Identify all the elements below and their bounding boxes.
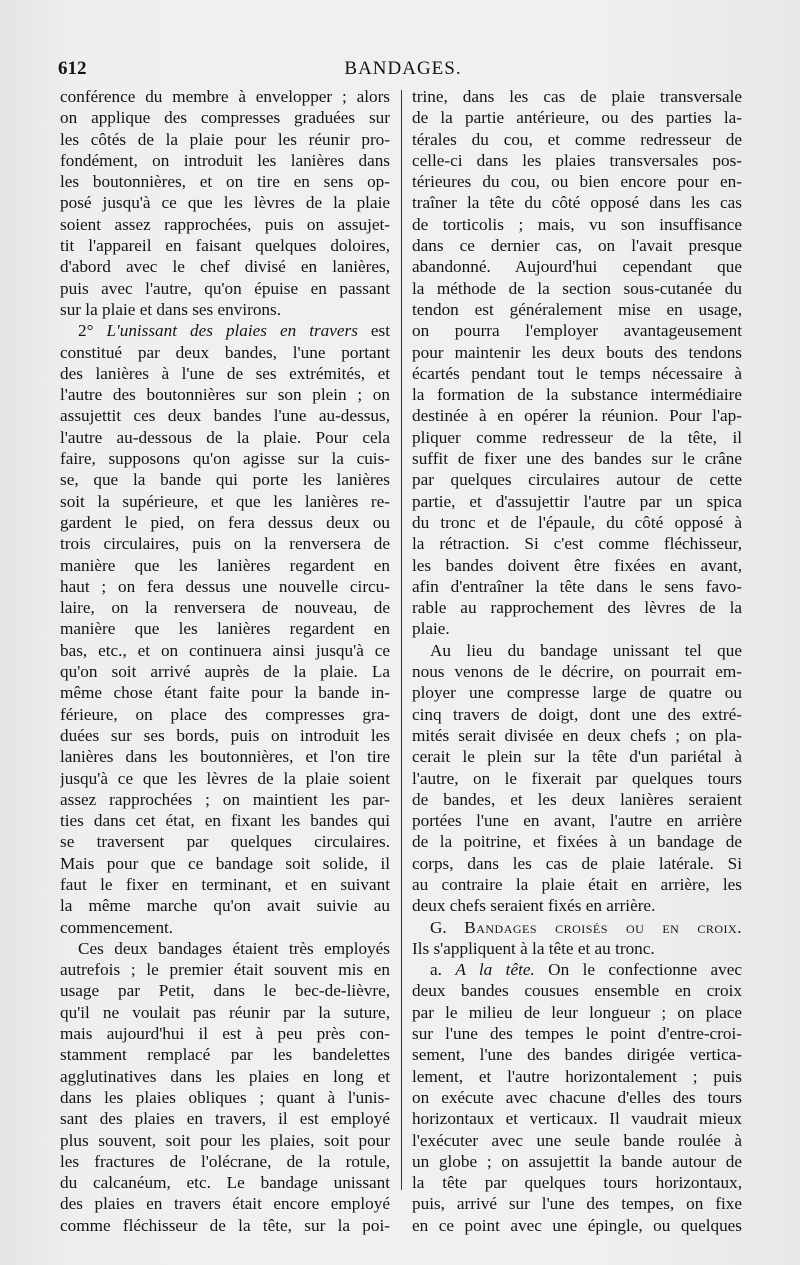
italic-heading: L'unissant des plaies en travers [106, 321, 358, 341]
line-text: agglutinatives dans les plaies en long et [60, 1066, 390, 1086]
text-line [60, 235, 390, 256]
right-column [412, 86, 742, 1236]
line-text: pour maintenir les deux bouts des tendons [412, 342, 742, 362]
line-text: soient assez rapprochées, puis on assujet- [60, 214, 390, 234]
text-line [412, 86, 742, 107]
text-line [412, 107, 742, 128]
line-text: partie, et d'assujettir l'autre par un spica [412, 491, 742, 511]
text-line [412, 661, 742, 682]
line-text: cerait le plein sur la tête d'un pariétal à [412, 747, 742, 767]
line-text: d'abord avec le chef divisé en lanières, [60, 257, 390, 277]
text-line [60, 491, 390, 512]
text-line [60, 640, 390, 661]
text-line [412, 278, 742, 299]
line-text: ties dans cet état, en fixant les bandes qui [60, 811, 390, 831]
line-text: assujettit ces deux bandes l'une au-dessus, [60, 406, 390, 426]
line-text: posé jusqu'à ce que les lèvres de la plaie [60, 193, 390, 213]
text-line [412, 129, 742, 150]
line-text: nous venons de le décrire, on pourrait em- [412, 662, 742, 682]
line-text: on exécute avec chacune d'elles des tours [412, 1087, 742, 1107]
line-text: la méthode de la section sous-cutanée du [412, 278, 742, 298]
line-text: manière que les lanières regardent en [60, 555, 390, 575]
line-text: les boutonnières, et on tire en sens op- [60, 172, 390, 192]
line-text: cinq travers de doigt, dont une des extré- [412, 704, 742, 724]
line-text: plus souvent, soit pour les plaies, soit pour [60, 1130, 390, 1150]
text-line [412, 704, 742, 725]
line-text: celle-ci dans les plaies transversales pos- [412, 150, 742, 170]
text-line [412, 171, 742, 192]
text-line [412, 853, 742, 874]
line-text: ployer une compresse large de quatre ou [412, 683, 742, 703]
text-line [60, 682, 390, 703]
text-line [60, 1172, 390, 1193]
text-line [60, 214, 390, 235]
page-number: 612 [58, 58, 87, 79]
text-line [412, 682, 742, 703]
line-text: la rétraction. Si c'est comme fléchisseur, [412, 534, 742, 554]
text-line [412, 448, 742, 469]
text-line [412, 533, 742, 554]
text-line [60, 448, 390, 469]
line-text: qu'on soit arrivé auprès de la plaie. La [60, 662, 390, 682]
text-line [60, 938, 390, 959]
text-line [60, 1130, 390, 1151]
line-text: sement, l'une des bandes dirigée vertica- [412, 1045, 742, 1065]
text-line [60, 1066, 390, 1087]
line-text: traîner la tête du côté opposé dans les cas [412, 193, 742, 213]
line-text: Ces deux bandages étaient très employés [78, 938, 390, 958]
text-line [412, 725, 742, 746]
text-line [412, 1066, 742, 1087]
line-text: la formation de la substance intermédiaire [412, 385, 742, 405]
text-line [60, 618, 390, 639]
text-line [412, 405, 742, 426]
line-text: faut le fixer en terminant, et en suivant [60, 874, 390, 894]
line-text: sant des plaies en travers, il est employé [60, 1109, 390, 1129]
line-text: constitué par deux bandes, l'une portant [60, 342, 390, 362]
line-text: au contraire la plaie était en arrière, les [412, 874, 742, 894]
line-text: du calcanéum, etc. Le bandage unissant [60, 1173, 390, 1193]
text-line [412, 1172, 742, 1193]
line-text: gardent le pied, on fera dessus deux ou [60, 512, 390, 532]
text-line [60, 980, 390, 1001]
text-line [60, 959, 390, 980]
line-prefix: G. [430, 917, 465, 937]
line-text: destinée à en opérer la réunion. Pour l'ap- [412, 406, 742, 426]
column-divider [401, 90, 402, 1190]
line-text: deux chefs seraient fixés en arrière. [412, 896, 656, 916]
line-text: de la partie antérieure, ou des parties la- [412, 108, 742, 128]
text-line [412, 427, 742, 448]
text-line [60, 555, 390, 576]
line-text: la même marche qu'on avait suivie au [60, 896, 390, 916]
line-text: faire, supposons qu'on agisse sur la cuis- [60, 449, 390, 469]
text-line [412, 917, 742, 938]
section-heading: Bandages croisés ou en croix. [464, 917, 742, 937]
line-text: fondément, on introduit les lanières dans [60, 150, 390, 170]
line-text: puis avec l'autre, qu'on épuise en passant [60, 278, 390, 298]
text-line [412, 1108, 742, 1129]
text-line [60, 1023, 390, 1044]
text-line [60, 895, 390, 916]
text-line [412, 1193, 742, 1214]
text-line [60, 831, 390, 852]
line-text: l'autre, on le fixerait par quelques tours [412, 768, 742, 788]
line-text: trine, dans les cas de plaie transversale [412, 87, 742, 106]
text-line [412, 342, 742, 363]
line-text: haut ; on fera dessus une nouvelle circu- [60, 576, 390, 596]
line-text: laire, on la renversera de nouveau, de [60, 598, 390, 618]
line-text: de la poitrine, et fixées à un bandage de [412, 832, 742, 852]
text-line [60, 192, 390, 213]
text-line [412, 384, 742, 405]
text-line [60, 405, 390, 426]
text-line [412, 299, 742, 320]
text-line [412, 469, 742, 490]
line-text: tit l'appareil en faisant quelques doloires, [60, 236, 390, 256]
text-line [60, 1215, 390, 1236]
line-text: les bandes doivent être fixées en avant, [412, 555, 742, 575]
italic-heading: A la tête. [455, 960, 535, 980]
text-line [60, 746, 390, 767]
line-text: du tronc et de l'épaule, du côté opposé à [412, 512, 742, 532]
text-line [60, 917, 390, 938]
line-text: soit la supérieure, et que les lanières re- [60, 491, 390, 511]
text-line [412, 768, 742, 789]
left-column [60, 86, 390, 1236]
line-text: l'exécuter avec une seule bande roulée à [412, 1130, 742, 1150]
text-line [412, 1215, 742, 1236]
text-line [412, 320, 742, 341]
line-text: les côtés de la plaie pour les réunir pro- [60, 129, 390, 149]
text-line [412, 789, 742, 810]
line-text: horizontaux et verticaux. Il vaudrait mieux [412, 1109, 742, 1129]
text-line [60, 86, 390, 107]
line-text: On le confectionne avec [534, 960, 742, 980]
text-line [412, 363, 742, 384]
line-text: par le milieu de leur longueur ; on place [412, 1002, 742, 1022]
line-text: sur la plaie et dans ses environs. [60, 299, 281, 319]
text-line [412, 1130, 742, 1151]
line-text: deux bandes cousues ensemble en croix [412, 981, 742, 1001]
line-text: même chose étant faite pour la bande in- [60, 683, 390, 703]
line-text: l'autre au-dessous de la plaie. Pour cela [60, 427, 390, 447]
text-line [412, 1044, 742, 1065]
text-line [412, 235, 742, 256]
text-line [60, 1193, 390, 1214]
line-text: rable au rapprochement des lèvres de la [412, 598, 742, 618]
line-text: Au lieu du bandage unissant tel que [430, 640, 742, 660]
line-text: portées l'une en avant, l'autre en arrière [412, 811, 742, 831]
running-title: BANDAGES. [344, 58, 462, 79]
line-text: manière que les lanières regardent en [60, 619, 390, 639]
text-line [60, 597, 390, 618]
text-line [60, 469, 390, 490]
line-text: trois circulaires, puis on la renversera de [60, 534, 390, 554]
line-text: férieure, on place des compresses gra- [60, 704, 390, 724]
line-text: de bandes, et les deux lanières seraient [412, 789, 742, 809]
text-line [412, 810, 742, 831]
text-line [60, 512, 390, 533]
line-text: est [357, 321, 390, 341]
line-text: corps, dans les cas de plaie latérale. Si [412, 853, 742, 873]
text-line [412, 640, 742, 661]
text-line [412, 980, 742, 1001]
text-line [60, 342, 390, 363]
text-line [60, 427, 390, 448]
line-text: des lanières à l'une de ses extrémités, et [60, 363, 390, 383]
text-line [60, 704, 390, 725]
line-text: par quelques circulaires autour de cette [412, 470, 742, 490]
line-text: se, que la bande qui porte les lanières [60, 470, 390, 490]
line-prefix: 2° [78, 321, 107, 341]
line-text: autrefois ; le premier était souvent mis en [60, 960, 390, 980]
text-line [412, 1151, 742, 1172]
line-text: un globe ; on assujettit la bande autour de [412, 1151, 742, 1171]
text-line [412, 576, 742, 597]
line-text: térales du cou, et comme redresseur de [412, 129, 742, 149]
text-line [412, 938, 742, 959]
text-line [60, 661, 390, 682]
line-text: qu'il ne voulait pas réunir par la suture, [60, 1002, 390, 1022]
line-text: lement, et l'autre horizontalement ; puis [412, 1066, 742, 1086]
text-line [412, 1023, 742, 1044]
line-text: assez rapprochées ; on maintient les par- [60, 789, 390, 809]
text-line [412, 895, 742, 916]
text-line [412, 746, 742, 767]
text-line [60, 1002, 390, 1023]
text-line [412, 214, 742, 235]
line-text: des plaies en travers était encore employé [60, 1194, 390, 1214]
text-line [412, 597, 742, 618]
line-text: sur l'une des tempes le point d'entre-croi- [412, 1024, 742, 1044]
text-line [412, 150, 742, 171]
text-line [60, 789, 390, 810]
text-line [60, 384, 390, 405]
text-line [60, 853, 390, 874]
line-text: la tête par quelques tours horizontaux, [412, 1173, 742, 1193]
line-text: conférence du membre à envelopper ; alors [60, 87, 390, 106]
line-text: mais aujourd'hui il est à peu près con- [60, 1024, 390, 1044]
page-header [58, 58, 748, 84]
text-line [60, 768, 390, 789]
text-line [412, 831, 742, 852]
line-text: comme fléchisseur de la tête, sur la poi- [60, 1215, 390, 1235]
line-text: puis, arrivé sur l'une des tempes, on fixe [412, 1194, 742, 1214]
text-line [60, 725, 390, 746]
text-line [60, 107, 390, 128]
text-line [60, 320, 390, 341]
text-line [60, 299, 390, 320]
line-text: tendon est généralement mise en usage, [412, 299, 742, 319]
text-line [412, 192, 742, 213]
text-line [60, 363, 390, 384]
line-text: jusqu'à ce que les lèvres de la plaie soient [60, 768, 390, 788]
line-text: on applique des compresses graduées sur [60, 108, 390, 128]
line-text: Mais pour que ce bandage soit solide, il [60, 853, 390, 873]
line-text: Ils s'appliquent à la tête et au tronc. [412, 938, 655, 958]
text-line [60, 278, 390, 299]
text-line [412, 256, 742, 277]
line-text: suffit de fixer une des bandes sur le crâne [412, 449, 742, 469]
text-line [60, 129, 390, 150]
text-line [60, 874, 390, 895]
text-line [412, 1087, 742, 1108]
line-text: plaie. [412, 619, 450, 639]
line-text: se traversent par quelques circulaires. [60, 832, 390, 852]
line-text: pliquer comme redresseur de la tête, il [412, 427, 742, 447]
text-line [60, 1087, 390, 1108]
text-line [60, 1151, 390, 1172]
line-text: en ce point avec une épingle, ou quelques [412, 1215, 742, 1235]
text-line [412, 959, 742, 980]
line-text: térieures du cou, ou bien encore pour en- [412, 172, 742, 192]
line-text: lanières dans les boutonnières, et l'on tire [60, 747, 390, 767]
line-text: l'autre des boutonnières sur son plein ; on [60, 385, 390, 405]
text-line [60, 1108, 390, 1129]
text-line [60, 576, 390, 597]
line-text: stamment remplacé par les bandelettes [60, 1045, 390, 1065]
line-text: duées sur ses bords, puis on introduit les [60, 725, 390, 745]
line-text: usage par Petit, dans le bec-de-lièvre, [60, 981, 390, 1001]
line-text: on pourra l'employer avantageusement [412, 321, 742, 341]
line-text: écartés pendant tout le temps nécessaire à [412, 363, 742, 383]
line-text: commencement. [60, 917, 174, 937]
text-line [412, 555, 742, 576]
line-text: dans ce dernier cas, on l'avait presque [412, 236, 742, 256]
text-line [60, 533, 390, 554]
text-line [412, 1002, 742, 1023]
line-text: afin d'entraîner la tête dans le sens favo- [412, 576, 742, 596]
text-line [60, 1044, 390, 1065]
text-line [60, 810, 390, 831]
line-text: abandonné. Aujourd'hui cependant que [412, 257, 742, 277]
line-text: de torticolis ; mais, vu son insuffisance [412, 214, 742, 234]
line-text: dans les plaies obliques ; quant à l'unis- [60, 1087, 390, 1107]
text-line [60, 256, 390, 277]
text-line [412, 874, 742, 895]
text-line [60, 150, 390, 171]
text-line [412, 512, 742, 533]
text-line [412, 491, 742, 512]
line-text: les fractures de l'olécrane, de la rotule, [60, 1151, 390, 1171]
line-text: mités serait divisée en deux chefs ; on pla- [412, 725, 742, 745]
text-line [412, 618, 742, 639]
line-prefix: a. [430, 960, 456, 980]
text-line [60, 171, 390, 192]
line-text: bas, etc., et on continuera ainsi jusqu'à ce [60, 640, 390, 660]
